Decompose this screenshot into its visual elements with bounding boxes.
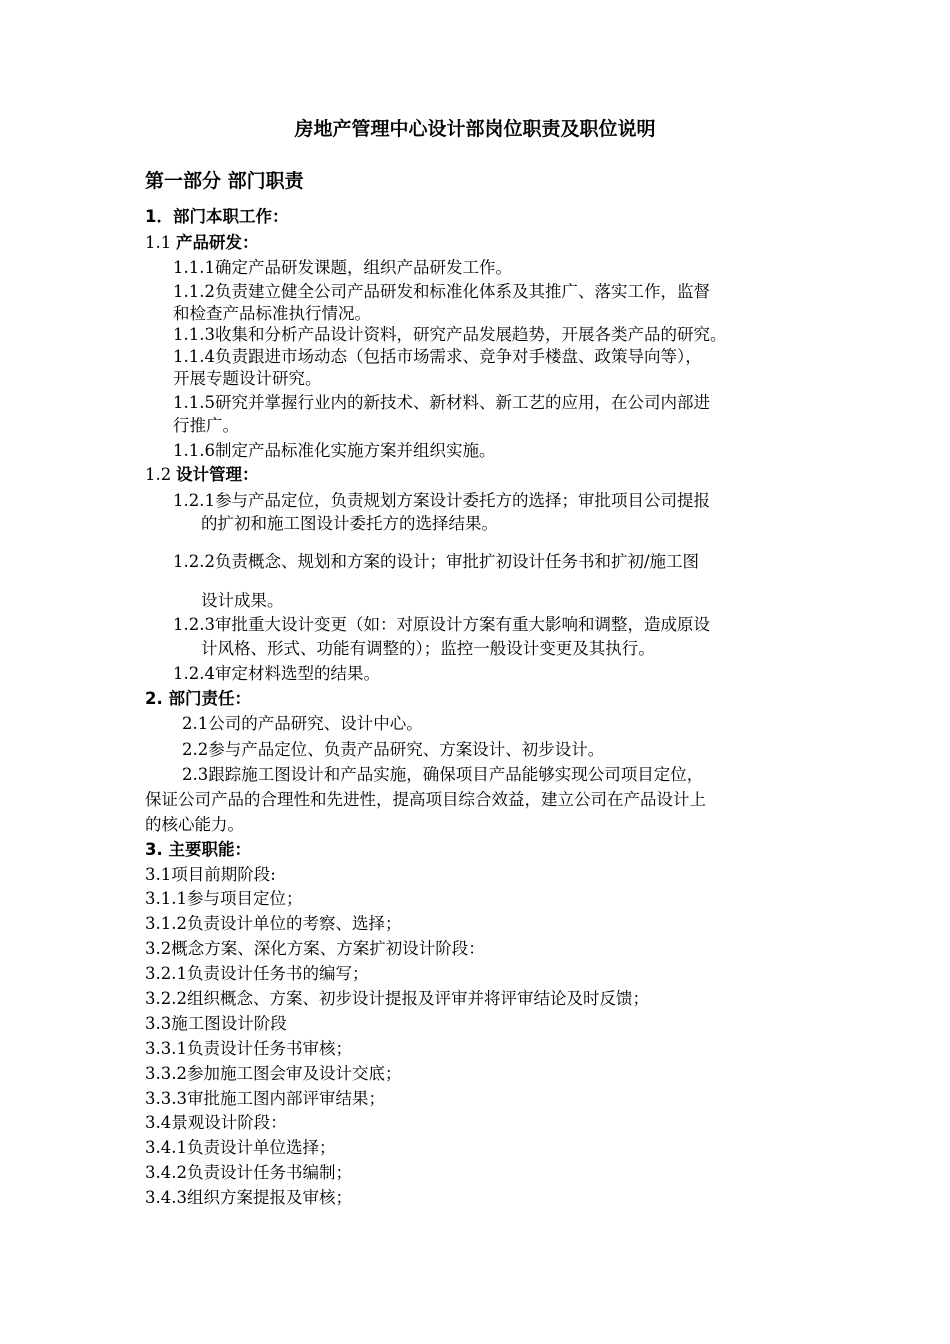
- subsection-number: 1.1: [145, 233, 172, 252]
- document-title: 房地产管理中心设计部岗位职责及职位说明: [294, 118, 656, 140]
- paragraph-line: 1.2.1参与产品定位，负责规划方案设计委托方的选择；审批项目公司提报: [173, 491, 710, 510]
- section-heading: 3. 主要职能：: [145, 840, 251, 859]
- paragraph-line: 的扩初和施工图设计委托方的选择结果。: [201, 514, 498, 533]
- paragraph-line: 3.2概念方案、深化方案、方案扩初设计阶段：: [145, 939, 485, 958]
- paragraph-line: 3.3.2参加施工图会审及设计交底；: [145, 1064, 402, 1083]
- subsection-heading: 产品研发：: [176, 233, 259, 252]
- paragraph-line: 1.2.3审批重大设计变更（如：对原设计方案有重大影响和调整，造成原设: [173, 615, 710, 634]
- subsection-heading: 设计管理：: [176, 465, 259, 484]
- paragraph-line: 1.2.4审定材料选型的结果。: [173, 664, 380, 683]
- paragraph-line: 3.1项目前期阶段:: [145, 865, 276, 884]
- paragraph-line: 2.2参与产品定位、负责产品研究、方案设计、初步设计。: [182, 740, 605, 759]
- section-heading: 2. 部门责任：: [145, 689, 251, 708]
- paragraph-line: 保证公司产品的合理性和先进性，提高项目综合效益，建立公司在产品设计上: [145, 790, 706, 809]
- paragraph-line: 3.1.2负责设计单位的考察、选择；: [145, 914, 402, 933]
- paragraph-line: 3.2.1负责设计任务书的编写；: [145, 964, 369, 983]
- paragraph-line: 2.1公司的产品研究、设计中心。: [182, 714, 423, 733]
- paragraph-line: 3.4.2负责设计任务书编制；: [145, 1163, 352, 1182]
- paragraph-line: 1.1.6制定产品标准化实施方案并组织实施。: [173, 441, 496, 460]
- paragraph-line: 开展专题设计研究。: [173, 369, 322, 388]
- paragraph-line: 计风格、形式、功能有调整的）；监控一般设计变更及其执行。: [201, 639, 655, 658]
- paragraph-line: 1.1.2负责建立健全公司产品研发和标准化体系及其推广、落实工作，监督: [173, 282, 710, 301]
- paragraph-line: 行推广。: [173, 416, 239, 435]
- paragraph-line: 的核心能力。: [145, 815, 244, 834]
- paragraph-line: 1.1.3收集和分析产品设计资料，研究产品发展趋势，开展各类产品的研究。: [173, 325, 727, 344]
- paragraph-line: 3.3施工图设计阶段: [145, 1014, 287, 1033]
- section-heading: 1．部门本职工作：: [145, 207, 289, 226]
- paragraph-line: 3.2.2组织概念、方案、初步设计提报及评审并将评审结论及时反馈；: [145, 989, 649, 1008]
- paragraph-line: 3.4.1负责设计单位选择；: [145, 1138, 336, 1157]
- part-heading: 第一部分 部门职责: [145, 170, 304, 192]
- paragraph-line: 1.1.5研究并掌握行业内的新技术、新材料、新工艺的应用，在公司内部进: [173, 393, 710, 412]
- subsection-number: 1.2: [145, 465, 172, 484]
- paragraph-line: 1.2.2负责概念、规划和方案的设计；审批扩初设计任务书和扩初/施工图: [173, 552, 700, 571]
- paragraph-line: 3.4.3组织方案提报及审核；: [145, 1188, 352, 1207]
- paragraph-line: 1.1.4负责跟进市场动态（包括市场需求、竞争对手楼盘、政策导向等），: [173, 347, 702, 366]
- paragraph-line: 设计成果。: [201, 591, 284, 610]
- paragraph-line: 2.3跟踪施工图设计和产品实施，确保项目产品能够实现公司项目定位，: [182, 765, 704, 784]
- paragraph-line: 3.3.1负责设计任务书审核；: [145, 1039, 352, 1058]
- paragraph-line: 1.1.1确定产品研发课题，组织产品研发工作。: [173, 258, 512, 277]
- paragraph-line: 3.4景观设计阶段：: [145, 1113, 287, 1132]
- paragraph-line: 和检查产品标准执行情况。: [173, 304, 371, 323]
- paragraph-line: 3.1.1参与项目定位；: [145, 889, 303, 908]
- paragraph-line: 3.3.3审批施工图内部评审结果；: [145, 1089, 385, 1108]
